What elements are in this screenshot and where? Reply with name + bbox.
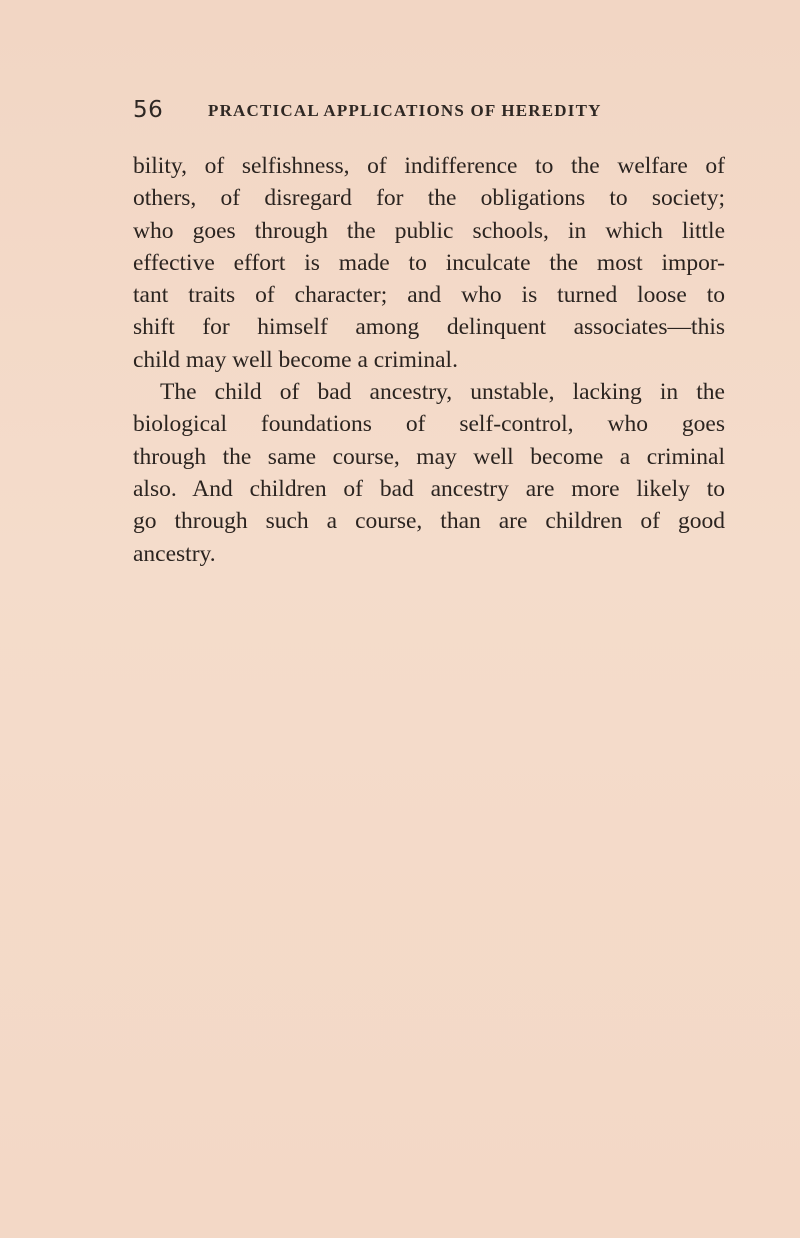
text-line: through the same course, may well become a criminal	[133, 443, 725, 470]
body-text	[133, 150, 725, 570]
running-title: PRACTICAL APPLICATIONS OF HEREDITY	[208, 101, 602, 120]
paragraph-2	[133, 376, 725, 570]
running-head	[133, 94, 673, 126]
page-number: 56	[133, 97, 164, 123]
text-line: others, of disregard for the obligations to society;	[133, 185, 725, 212]
text-line: child may well become a criminal.	[133, 346, 458, 373]
text-line: shift for himself among delinquent associates—this	[133, 314, 725, 341]
text-line: biological foundations of self-control, who goes	[133, 411, 725, 438]
text-line: go through such a course, than are children of good	[133, 508, 725, 535]
text-line: tant traits of character; and who is turned loose to	[133, 282, 725, 309]
text-line: ancestry.	[133, 540, 216, 567]
text-line: The child of bad ancestry, unstable, lacking in the	[160, 379, 725, 406]
text-line: also. And children of bad ancestry are more likely to	[133, 475, 725, 502]
paragraph-1	[133, 150, 725, 376]
text-line: bility, of selfishness, of indifference to the welfare of	[133, 153, 725, 179]
text-line: who goes through the public schools, in which little	[133, 217, 725, 244]
text-line: effective effort is made to inculcate the most impor-	[133, 249, 725, 276]
